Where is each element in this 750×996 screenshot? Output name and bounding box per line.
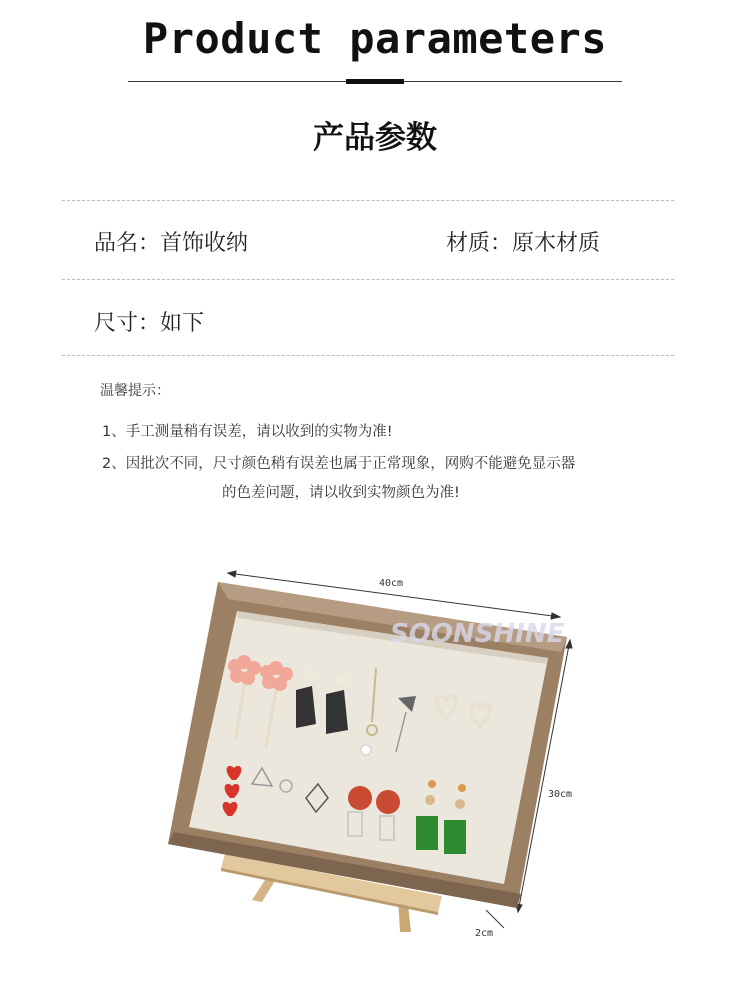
watermark: SOONSHINE — [390, 619, 565, 649]
tip-item-2-line-1: 2、因批次不同，尺寸颜色稍有误差也属于正常现象，网购不能避免显示器 — [102, 456, 576, 472]
param-material: 材质：原木材质 — [446, 231, 601, 256]
tips-title: 温馨提示： — [100, 383, 170, 399]
english-title: Product parameters — [142, 14, 608, 63]
dimension-height-label: 30cm — [548, 789, 573, 800]
dimension-width-label: 40cm — [379, 578, 404, 589]
tip-item-1: 1、手工测量稍有误差，请以收到的实物为准! — [102, 424, 393, 440]
param-product-name: 品名：首饰收纳 — [94, 231, 249, 256]
param-size: 尺寸：如下 — [94, 311, 205, 336]
dimension-depth-label: 2cm — [475, 928, 494, 939]
tip-item-2-line-2: 的色差问题，请以收到实物颜色为准! — [222, 485, 460, 501]
chinese-title: 产品参数 — [313, 120, 437, 156]
